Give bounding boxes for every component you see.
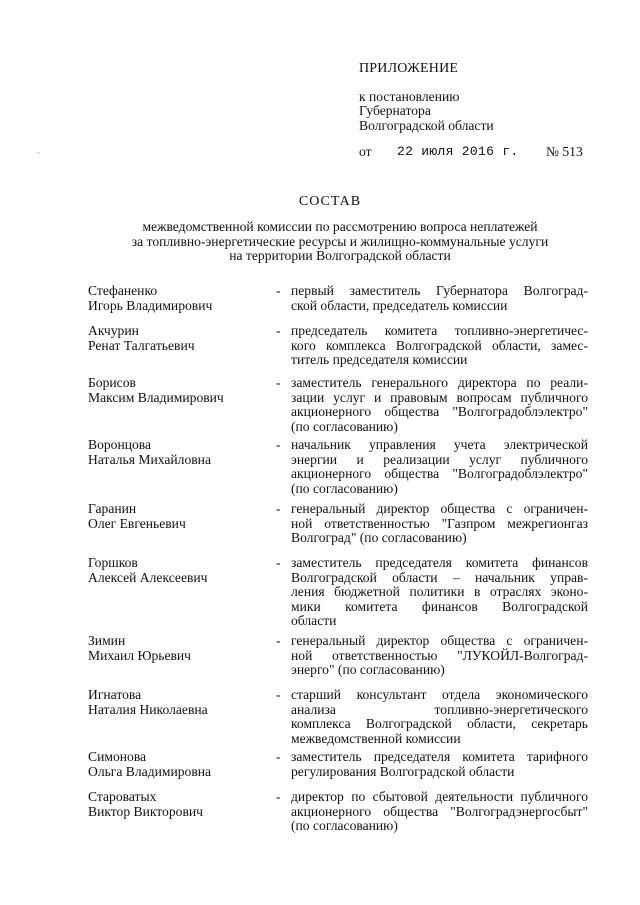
member-surname: Воронцова [88, 437, 152, 452]
member-surname: Симонова [88, 749, 147, 764]
member-name [88, 790, 278, 819]
member-surname: Борисов [88, 375, 136, 390]
member-role-line: заместитель председателя комитета тарифного [291, 749, 588, 764]
member-given-name: Наталия Николаевна [88, 701, 208, 717]
member-role-line: ления бюджетной политики в отраслях эконо- [291, 584, 588, 600]
member-surname: Стефаненко [88, 283, 158, 298]
member-role-line: (по согласованию) [291, 418, 398, 434]
member-role-line: первый заместитель Губернатора Волгоград- [291, 283, 588, 298]
member-dash: - [276, 501, 281, 516]
member-row [88, 376, 588, 434]
member-role-line: акционерного общества "Волгоградоблэлектро" [291, 404, 588, 420]
subheading-line: за топливно-энергетические ресурсы и жилищно-коммунальные услуги [131, 233, 549, 249]
decree-date: 22 июля 2016 г. [397, 144, 519, 159]
member-role [291, 376, 588, 434]
member-role-line: председатель комитета топливно-энергетичес- [291, 323, 588, 338]
document-subheading [0, 220, 640, 264]
member-role [291, 438, 588, 496]
member-role-line: ской области, председатель комиссии [291, 297, 508, 313]
member-row [88, 688, 588, 746]
member-name [88, 376, 278, 405]
member-dash: - [276, 555, 281, 570]
appendix-line: к постановлению [359, 88, 460, 104]
subheading-line: на территории Волгоградской области [229, 248, 451, 264]
member-role [291, 634, 588, 678]
member-role [291, 324, 588, 368]
member-role-line: заместитель генерального директора по реали- [291, 375, 588, 390]
member-name [88, 438, 278, 467]
member-surname: Староватых [88, 789, 157, 804]
member-role [291, 502, 588, 546]
member-given-name: Наталья Михайловна [88, 451, 211, 467]
member-role-line: акционерного общества "Волгоградэнергосбыт" [291, 803, 588, 819]
member-dash: - [276, 749, 281, 764]
member-role-line: комплекса Волгоградской области, секретарь [291, 716, 588, 732]
member-role [291, 790, 588, 834]
member-given-name: Алексей Алексеевич [88, 569, 208, 585]
member-role-line: заместитель председателя комитета финансов [291, 555, 588, 570]
decree-number: № 513 [546, 144, 583, 159]
member-given-name: Максим Владимирович [88, 389, 224, 405]
document-heading: СОСТАВ [298, 194, 362, 209]
member-role-line: Волгоград" (по согласованию) [291, 530, 467, 546]
member-row [88, 750, 588, 779]
member-role-line: области [291, 613, 337, 629]
member-dash: - [276, 437, 281, 452]
member-role-line: ной ответственностью "ЛУКОЙЛ-Волгоград- [291, 647, 588, 663]
member-role [291, 556, 588, 629]
member-role-line: акционерного общества "Волгоградоблэлектро" [291, 466, 588, 482]
member-role-line: генеральный директор общества с ограничен- [291, 501, 588, 516]
member-role-line: генеральный директор общества с ограничен- [291, 633, 588, 648]
member-role-line: начальник управления учета электрической [291, 437, 588, 452]
member-name [88, 324, 278, 353]
member-name [88, 556, 278, 585]
member-name [88, 750, 278, 779]
member-name [88, 284, 278, 313]
appendix-header [359, 62, 619, 133]
appendix-lines [359, 90, 619, 134]
member-row [88, 324, 588, 368]
member-row [88, 556, 588, 629]
member-dash: - [276, 375, 281, 390]
member-surname: Игнатова [88, 687, 142, 702]
member-role-line: ной ответственностью "Газпром межрегионгаз [291, 515, 588, 531]
member-role-line: межведомственной комиссии [291, 730, 461, 746]
member-role-line: титель председателя комиссии [291, 352, 468, 368]
member-given-name: Виктор Викторович [88, 803, 203, 819]
member-given-name: Ольга Владимировна [88, 763, 212, 779]
member-surname: Гаранин [88, 501, 137, 516]
member-given-name: Ренат Талгатьевич [88, 337, 195, 353]
member-role-line: старший консультант отдела экономического [291, 687, 588, 702]
member-surname: Горшков [88, 555, 138, 570]
member-name [88, 634, 278, 663]
member-role-line: кого комплекса Волгоградской области, замес- [291, 337, 588, 353]
member-dash: - [276, 633, 281, 648]
member-row [88, 502, 588, 546]
from-label: от [359, 144, 372, 159]
member-row [88, 634, 588, 678]
member-row [88, 790, 588, 834]
member-row [88, 284, 588, 313]
appendix-line: Волгоградской области [359, 117, 494, 133]
appendix-title: ПРИЛОЖЕНИЕ [359, 61, 459, 76]
member-role-line: анализа топливно-энергетического [291, 701, 588, 717]
member-role-line: Волгоградской области – начальник управ- [291, 569, 588, 585]
member-given-name: Игорь Владимирович [88, 297, 213, 313]
member-dash: - [276, 283, 281, 298]
member-dash: - [276, 323, 281, 338]
member-role [291, 688, 588, 746]
member-role-line: энерго" (по согласованию) [291, 662, 445, 678]
member-role-line: (по согласованию) [291, 480, 398, 496]
member-given-name: Михаил Юрьевич [88, 647, 192, 663]
member-name [88, 688, 278, 717]
appendix-line: Губернатора [359, 103, 431, 119]
member-role [291, 284, 588, 313]
subheading-line: межведомственной комиссии по рассмотрению вопроса неплатежей [142, 219, 538, 234]
member-role-line: мики комитета финансов Волгоградской [291, 598, 588, 614]
member-dash: - [276, 687, 281, 702]
member-given-name: Олег Евгеньевич [88, 515, 186, 531]
member-surname: Зимин [88, 633, 126, 648]
member-role-line: (по согласованию) [291, 818, 398, 834]
member-role [291, 750, 588, 779]
scan-speck [38, 152, 39, 153]
member-role-line: директор по сбытовой деятельности публичного [291, 789, 588, 804]
member-name [88, 502, 278, 531]
member-dash: - [276, 789, 281, 804]
member-row [88, 438, 588, 496]
member-role-line: регулирования Волгоградской области [291, 763, 515, 779]
member-surname: Акчурин [88, 323, 139, 338]
member-role-line: энергии и реализации услуг публичного [291, 451, 588, 467]
member-role-line: зации услуг и правовым вопросам публичного [291, 389, 588, 405]
